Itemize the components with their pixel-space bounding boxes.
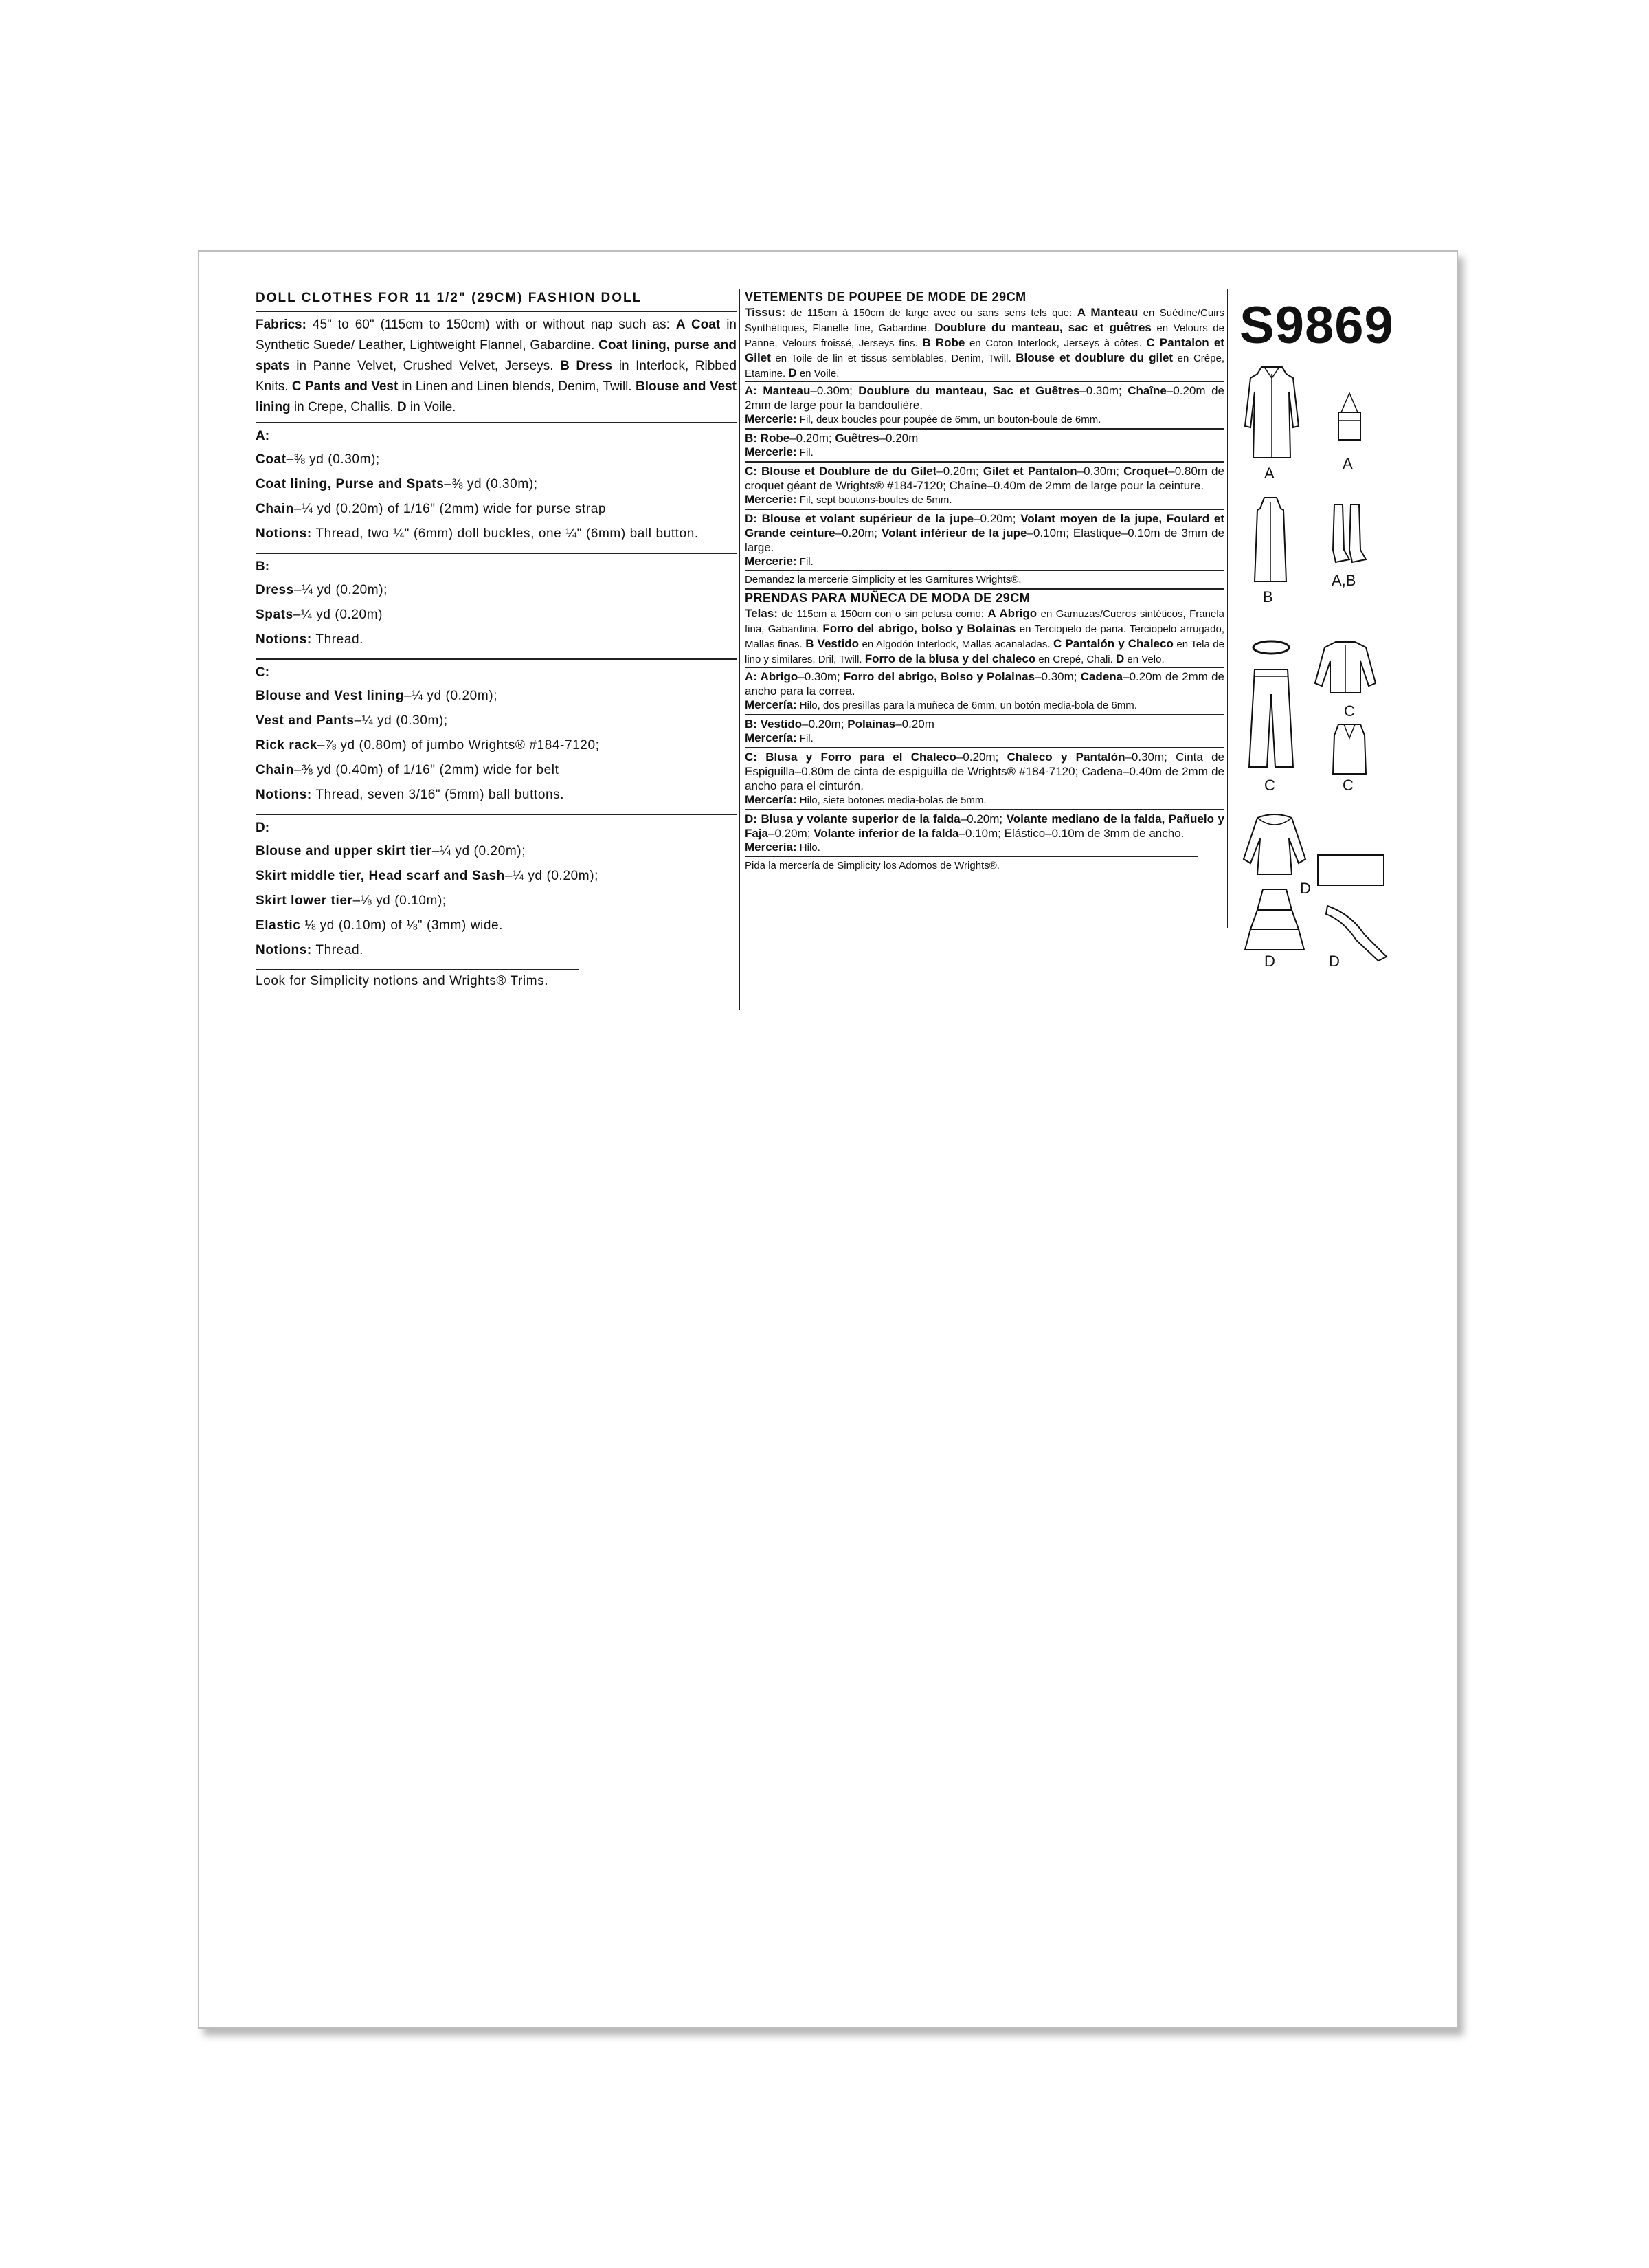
spats-illustration [1329, 502, 1370, 570]
english-footer: Look for Simplicity notions and Wrights® Trims. [256, 969, 579, 992]
tiered-skirt-illustration [1244, 887, 1305, 953]
english-fabrics: Fabrics: 45" to 60" (115cm to 150cm) with or without nap such as: A Coat in Synthetic Suede/ Leather, Lightweight Flannel, Gabardine. Coat lining, purse and spats in Panne Velvet, Crushed Velvet, Jerseys. B Dress in Interlock, Ribbed Knits. C Pants and Vest in Linen and Linen blends, Denim, Twill. Blouse and Vest lining in Crepe, Challis. D in Voile. [256, 318, 737, 414]
yardage-section [256, 422, 737, 553]
yardage-row: Notions: Thread. [256, 943, 364, 957]
yardage-row: Spats–¼ yd (0.20m) [256, 608, 383, 622]
peasant-blouse-illustration [1237, 811, 1312, 880]
yardage-row: Notions: Thread. [256, 632, 364, 647]
section-heading: C: [256, 665, 270, 680]
figure-label: C [1344, 702, 1355, 720]
french-note: Demandez la mercerie Simplicity et les Garnitures Wrights®. [745, 570, 1224, 588]
figure-label: C [1343, 777, 1354, 794]
yardage-block: D: Blusa y volante superior de la falda–0.20m; Volante mediano de la falda, Pañuelo y Faja–0.20m; Volante inferior de la falda–0.10m; Elástico–0.10m de 3mm de ancho. Mercería: Hilo. [745, 809, 1224, 856]
garment-illustrations [1234, 364, 1413, 970]
pants-illustration [1246, 667, 1296, 770]
yardage-row: Skirt middle tier, Head scarf and Sash–¼ yd (0.20m); [256, 869, 599, 883]
yardage-row: Notions: Thread, seven 3/16" (5mm) ball buttons. [256, 788, 565, 802]
yardage-block: B: Robe–0.20m; Guêtres–0.20m Mercerie: Fil. [745, 428, 1224, 461]
yardage-row: Chain–¼ yd (0.20m) of 1/16" (2mm) wide for purse strap [256, 502, 607, 516]
column-divider [1227, 289, 1228, 928]
yardage-section [256, 814, 737, 969]
french-title: VETEMENTS DE POUPEE DE MODE DE 29CM [745, 290, 1027, 304]
yardage-row: Dress–¼ yd (0.20m); [256, 583, 388, 597]
figure-label: D [1264, 953, 1275, 970]
spanish-title: PRENDAS PARA MUÑECA DE MODA DE 29CM [745, 591, 1031, 605]
french-spanish-column [745, 289, 1224, 873]
dress-illustration [1246, 495, 1294, 584]
yardage-block: C: Blouse et Doublure de du Gilet–0.20m; Gilet et Pantalon–0.30m; Croquet–0.80m de croquet géant de Wrights® #184-7120; Chaîne–0.40m de 2mm de large pour la ceinture. Mercerie: Fil, sept boutons-boules de 5mm. [745, 461, 1224, 509]
section-heading: A: [256, 429, 270, 443]
figure-label: D [1329, 953, 1340, 970]
yardage-section [256, 658, 737, 814]
figure-label: A [1264, 465, 1275, 482]
yardage-block: A: Abrigo–0.30m; Forro del abrigo, Bolso y Polainas–0.30m; Cadena–0.20m de 2mm de ancho para la correa. Mercería: Hilo, dos presillas para la muñeca de 6mm, un botón media-bola de 6mm. [745, 667, 1224, 714]
yardage-block: A: Manteau–0.30m; Doublure du manteau, Sac et Guêtres–0.30m; Chaîne–0.20m de 2mm de large pour la bandoulière. Mercerie: Fil, deux boucles pour poupée de 6mm, un bouton-boule de 6mm. [745, 381, 1224, 428]
sash-illustration [1315, 849, 1391, 891]
spanish-footer: Pida la mercería de Simplicity los Adornos de Wrights®. [745, 856, 1198, 873]
yardage-row: Vest and Pants–¼ yd (0.30m); [256, 713, 448, 728]
pattern-number: S9869 [1239, 296, 1394, 355]
yardage-block: D: Blouse et volant supérieur de la jupe–0.20m; Volant moyen de la jupe, Foulard et Grande ceinture–0.20m; Volant inférieur de la jupe–0.10m; Elastique–0.10m de 3mm de large. Mercerie: Fil. [745, 509, 1224, 570]
purse-illustration [1336, 392, 1363, 447]
french-fabrics: Tissus: de 115cm à 150cm de large avec ou sans sens tels que: A Manteau en Suédine/Cuirs Synthétiques, Flanelle fine, Gabardine. Doublure du manteau, sac et guêtres en Velours de Panne, Velours froissé, Jerseys fins. B Robe en Coton Interlock, Jerseys à côtes. C Pantalon et Gilet en Toile de lin et tissus semblables, Denim, Twill. Blouse et doublure du gilet en Crêpe, Etamine. D en Voile. [745, 306, 1224, 379]
belt-illustration [1250, 638, 1292, 658]
yardage-row: Elastic ⅛ yd (0.10m) of ⅛" (3mm) wide. [256, 918, 504, 933]
yardage-row: Skirt lower tier–⅛ yd (0.10m); [256, 893, 447, 908]
spanish-fabrics: Telas: de 115cm a 150cm con o sin pelusa como: A Abrigo en Gamuzas/Cueros sintéticos, Franela fina, Gabardina. Forro del abrigo, bolso y Bolainas en Terciopelo de pana. Terciopelo arrugado, Mallas finas. B Vestido en Algodón Interlock, Mallas acanaladas. C Pantalón y Chaleco en Tela de lino y similares, Dril, Twill. Forro de la blusa y del chaleco en Crepé, Chali. D en Velo. [745, 607, 1225, 665]
english-column [256, 289, 737, 992]
section-heading: D: [256, 821, 270, 835]
column-divider [739, 289, 740, 1010]
coat-illustration [1241, 364, 1303, 460]
yardage-row: Rick rack–⅞ yd (0.80m) of jumbo Wrights® #184-7120; [256, 738, 600, 753]
vest-illustration [1329, 722, 1370, 777]
english-title: DOLL CLOTHES FOR 11 1/2" (29CM) FASHION DOLL [256, 289, 737, 312]
yardage-block: B: Vestido–0.20m; Polainas–0.20m Mercería: Fil. [745, 714, 1224, 747]
spanish-yardage-blocks [745, 667, 1224, 856]
section-heading: B: [256, 559, 270, 574]
blouse-illustration [1311, 638, 1380, 697]
yardage-section [256, 553, 737, 658]
figure-label: A,B [1332, 572, 1356, 589]
figure-label: D [1300, 880, 1311, 897]
yardage-row: Notions: Thread, two ¼" (6mm) doll buckles, one ¼" (6mm) ball button. [256, 526, 699, 541]
english-yardage-sections [256, 422, 737, 969]
yardage-row: Coat–⅜ yd (0.30m); [256, 452, 380, 467]
spanish-section [745, 588, 1224, 873]
figure-label: A [1343, 455, 1353, 472]
yardage-row: Blouse and upper skirt tier–¼ yd (0.20m); [256, 844, 526, 858]
figure-label: C [1264, 777, 1275, 794]
figure-label: B [1263, 588, 1273, 605]
yardage-row: Chain–⅜ yd (0.40m) of 1/16" (2mm) wide for belt [256, 763, 559, 777]
french-yardage-blocks [745, 381, 1224, 570]
yardage-row: Coat lining, Purse and Spats–⅜ yd (0.30m); [256, 477, 538, 491]
yardage-row: Blouse and Vest lining–¼ yd (0.20m); [256, 689, 498, 703]
yardage-block: C: Blusa y Forro para el Chaleco–0.20m; Chaleco y Pantalón–0.30m; Cinta de Espiguilla–0.80m de cinta de espiguilla de Wrights® #184-7120; Cadena–0.40m de 2mm de ancho para el cinturón. Mercería: Hilo, siete botones media-bolas de 5mm. [745, 747, 1224, 809]
